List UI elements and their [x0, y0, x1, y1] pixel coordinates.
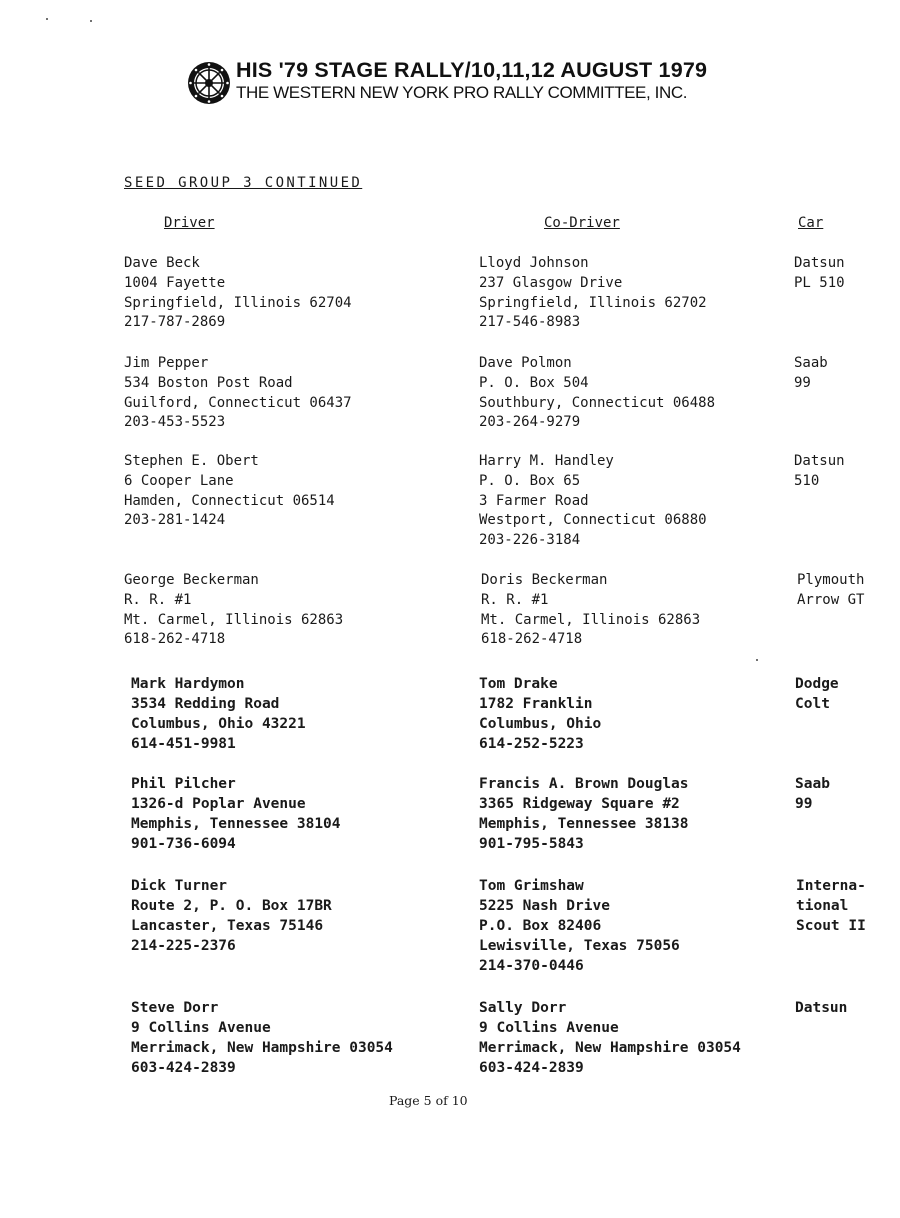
co-driver-line: Lloyd Johnson [479, 255, 589, 271]
driver-line: Dave Beck [124, 255, 200, 271]
driver-line: Route 2, P. O. Box 17BR [131, 898, 332, 914]
co-driver-line: P.O. Box 82406 [479, 918, 602, 934]
car-block [794, 452, 845, 492]
driver-line: Springfield, Illinois 62704 [124, 294, 352, 311]
co-driver-line: 1782 Franklin [479, 696, 593, 712]
car-block [796, 876, 866, 936]
driver-line: 1004 Fayette [124, 274, 226, 291]
co-driver-block [479, 998, 741, 1078]
driver-line: R. R. #1 [124, 591, 192, 608]
car-line: Saab [794, 355, 828, 371]
car-line: tional [796, 898, 849, 914]
driver-block [124, 452, 335, 531]
car-line: PL 510 [794, 274, 845, 291]
scan-speck [90, 20, 92, 22]
co-driver-line: Doris Beckerman [481, 572, 608, 588]
driver-line: Columbus, Ohio 43221 [131, 716, 306, 732]
driver-line: Lancaster, Texas 75146 [131, 918, 324, 934]
co-driver-line: Southbury, Connecticut 06488 [479, 394, 716, 411]
driver-line: 3534 Redding Road [131, 696, 280, 712]
co-driver-line: Westport, Connecticut 06880 [479, 512, 707, 529]
car-line: Arrow GT [797, 591, 865, 608]
car-line: Plymouth [797, 572, 865, 588]
co-driver-line: 603-424-2839 [479, 1060, 584, 1076]
car-line: Scout II [796, 918, 866, 934]
co-driver-line: 203-264-9279 [479, 414, 581, 431]
co-driver-line: 217-546-8983 [479, 314, 581, 331]
wheel-logo-icon [186, 60, 232, 106]
driver-line: 618-262-4718 [124, 631, 226, 648]
co-driver-line: Tom Grimshaw [479, 878, 584, 894]
car-line: Dodge [795, 676, 839, 692]
co-driver-line: P. O. Box 65 [479, 472, 581, 489]
driver-line: Guilford, Connecticut 06437 [124, 394, 352, 411]
driver-block [131, 876, 332, 956]
driver-line: Stephen E. Obert [124, 453, 259, 469]
co-driver-line: Springfield, Illinois 62702 [479, 294, 707, 311]
driver-line: 534 Boston Post Road [124, 374, 293, 391]
co-driver-block [479, 452, 707, 551]
co-driver-block [479, 876, 680, 976]
co-driver-line: Dave Polmon [479, 355, 572, 371]
co-driver-line: Mt. Carmel, Illinois 62863 [481, 611, 701, 628]
co-driver-line: 3 Farmer Road [479, 492, 589, 509]
driver-line: 1326-d Poplar Avenue [131, 796, 306, 812]
driver-line: Hamden, Connecticut 06514 [124, 492, 335, 509]
co-driver-line: Lewisville, Texas 75056 [479, 938, 680, 954]
co-driver-block [481, 571, 700, 650]
driver-line: 603-424-2839 [131, 1060, 236, 1076]
co-driver-line: 618-262-4718 [481, 631, 583, 648]
car-block [797, 571, 864, 611]
car-block [794, 254, 845, 294]
co-driver-line: R. R. #1 [481, 591, 549, 608]
car-line: Interna- [796, 878, 866, 894]
driver-line: 203-281-1424 [124, 512, 226, 529]
letterhead [186, 58, 786, 108]
driver-block [131, 674, 306, 754]
driver-block [124, 254, 352, 333]
car-line: Datsun [795, 1000, 848, 1016]
driver-block [131, 774, 341, 854]
car-line: Datsun [794, 255, 845, 271]
driver-block [124, 354, 352, 433]
page-number: Page 5 of 10 [389, 1093, 468, 1108]
column-header-driver: Driver [164, 215, 215, 231]
co-driver-line: Memphis, Tennessee 38138 [479, 816, 689, 832]
driver-line: Dick Turner [131, 878, 228, 894]
driver-line: Mt. Carmel, Illinois 62863 [124, 611, 344, 628]
driver-line: Phil Pilcher [131, 776, 236, 792]
car-line: Datsun [794, 453, 845, 469]
co-driver-line: 901-795-5843 [479, 836, 584, 852]
co-driver-line: P. O. Box 504 [479, 374, 589, 391]
car-line: Saab [795, 776, 830, 792]
section-title: SEED GROUP 3 CONTINUED [124, 175, 363, 191]
co-driver-line: 5225 Nash Drive [479, 898, 610, 914]
driver-block [124, 571, 343, 650]
co-driver-line: Tom Drake [479, 676, 558, 692]
co-driver-line: 203-226-3184 [479, 532, 581, 549]
driver-line: 614-451-9981 [131, 736, 236, 752]
co-driver-line: 237 Glasgow Drive [479, 274, 623, 291]
driver-line: 214-225-2376 [131, 938, 236, 954]
car-block [794, 354, 828, 394]
driver-line: 203-453-5523 [124, 414, 226, 431]
co-driver-block [479, 774, 689, 854]
car-block [795, 774, 830, 814]
co-driver-block [479, 254, 707, 333]
car-block [795, 674, 839, 714]
driver-line: George Beckerman [124, 572, 259, 588]
car-line: Colt [795, 696, 830, 712]
driver-line: Mark Hardymon [131, 676, 245, 692]
co-driver-block [479, 674, 601, 754]
driver-line: 217-787-2869 [124, 314, 226, 331]
car-line: 99 [794, 374, 811, 391]
co-driver-line: Merrimack, New Hampshire 03054 [479, 1040, 741, 1056]
column-header-car: Car [798, 215, 824, 231]
co-driver-line: Harry M. Handley [479, 453, 614, 469]
driver-line: Jim Pepper [124, 355, 209, 371]
co-driver-line: Francis A. Brown Douglas [479, 776, 689, 792]
rally-title: HIS '79 STAGE RALLY/10,11,12 AUGUST 1979 [236, 58, 708, 82]
car-line: 510 [794, 472, 820, 489]
driver-line: 9 Collins Avenue [131, 1020, 271, 1036]
driver-block [131, 998, 393, 1078]
co-driver-line: 214-370-0446 [479, 958, 584, 974]
driver-line: Merrimack, New Hampshire 03054 [131, 1040, 393, 1056]
driver-line: Steve Dorr [131, 1000, 219, 1016]
co-driver-line: 9 Collins Avenue [479, 1020, 619, 1036]
driver-line: 901-736-6094 [131, 836, 236, 852]
scan-speck [46, 18, 48, 20]
scan-speck [756, 659, 758, 661]
co-driver-line: Sally Dorr [479, 1000, 567, 1016]
committee-name: THE WESTERN NEW YORK PRO RALLY COMMITTEE, INC. [236, 83, 688, 102]
car-block [795, 998, 847, 1018]
driver-line: 6 Cooper Lane [124, 472, 234, 489]
co-driver-block [479, 354, 715, 433]
co-driver-line: 3365 Ridgeway Square #2 [479, 796, 680, 812]
car-line: 99 [795, 796, 813, 812]
co-driver-line: 614-252-5223 [479, 736, 584, 752]
column-header-co-driver: Co-Driver [544, 215, 620, 231]
co-driver-line: Columbus, Ohio [479, 716, 602, 732]
driver-line: Memphis, Tennessee 38104 [131, 816, 341, 832]
